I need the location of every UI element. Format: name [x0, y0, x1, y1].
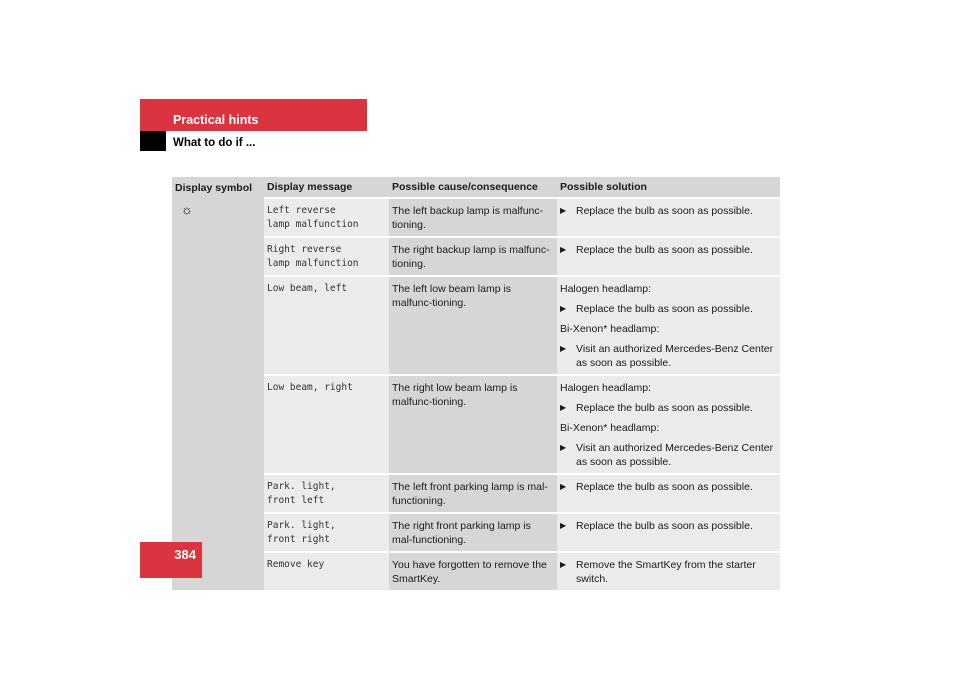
solution-step — [560, 519, 777, 533]
page-subtitle: What to do if ... — [173, 137, 256, 149]
cause-cell: The left low beam lamp is malfunc-tioning. — [389, 276, 557, 375]
arrow-bullet-icon: ▶ — [560, 245, 567, 254]
solution-heading: Halogen headlamp: — [560, 283, 652, 295]
arrow-bullet-icon: ▶ — [560, 403, 567, 412]
display-message-cell — [264, 474, 389, 513]
solution-cell — [557, 474, 780, 513]
solution-step-text: Replace the bulb as soon as possible. — [576, 481, 753, 493]
solution-cell — [557, 513, 780, 552]
arrow-bullet-icon: ▶ — [560, 482, 567, 491]
solution-step — [560, 441, 777, 469]
solution-step-text: Replace the bulb as soon as possible. — [576, 520, 753, 532]
cause-cell: The left backup lamp is malfunc-tioning. — [389, 198, 557, 237]
arrow-bullet-icon: ▶ — [560, 443, 567, 452]
display-message-cell — [264, 552, 389, 590]
arrow-bullet-icon: ▶ — [560, 206, 567, 215]
solution-step-text: Replace the bulb as soon as possible. — [576, 402, 753, 414]
section-title: Practical hints — [173, 113, 259, 127]
solution-step-text: Replace the bulb as soon as possible. — [576, 244, 753, 256]
display-message-line: front left — [267, 495, 325, 506]
table-header-row — [172, 177, 780, 198]
section-header-bar — [140, 99, 367, 131]
arrow-bullet-icon: ▶ — [560, 304, 567, 313]
table-row — [172, 513, 780, 552]
cause-cell: The right backup lamp is malfunc-tioning. — [389, 237, 557, 276]
solution-step-text: Replace the bulb as soon as possible. — [576, 303, 753, 315]
table-row — [172, 375, 780, 474]
column-header: Possible cause/consequence — [389, 177, 557, 198]
display-message-cell — [264, 276, 389, 375]
arrow-bullet-icon: ▶ — [560, 521, 567, 530]
arrow-bullet-icon: ▶ — [560, 344, 567, 353]
cause-cell: The right front parking lamp is mal-functioning. — [389, 513, 557, 552]
column-header: Possible solution — [557, 177, 780, 198]
solution-cell — [557, 552, 780, 590]
display-message-cell — [264, 375, 389, 474]
display-message-table — [172, 177, 780, 590]
solution-heading: Bi-Xenon* headlamp: — [560, 323, 660, 335]
table-row — [172, 474, 780, 513]
display-message-line: lamp malfunction — [267, 258, 359, 269]
cause-cell: You have forgotten to remove the SmartKey. — [389, 552, 557, 590]
solution-step — [560, 204, 777, 218]
solution-step-text: Replace the bulb as soon as possible. — [576, 205, 753, 217]
solution-step — [560, 558, 777, 586]
display-message-line: Park. light, — [267, 481, 336, 492]
cause-cell: The right low beam lamp is malfunc-tioning. — [389, 375, 557, 474]
solution-step — [560, 243, 777, 257]
solution-step — [560, 342, 777, 370]
solution-heading: Bi-Xenon* headlamp: — [560, 422, 660, 434]
solution-step — [560, 302, 777, 316]
display-symbol-cell — [172, 198, 264, 590]
solution-cell — [557, 237, 780, 276]
solution-step-text: Remove the SmartKey from the starter switch. — [576, 559, 756, 585]
display-message-line: Park. light, — [267, 520, 336, 531]
solution-cell — [557, 198, 780, 237]
column-header: Display message — [264, 177, 389, 198]
solution-cell — [557, 276, 780, 375]
display-message-line: Remove key — [267, 559, 325, 570]
page-number-box — [140, 542, 202, 578]
solution-cell — [557, 375, 780, 474]
table-row — [172, 552, 780, 590]
display-message-line: Low beam, right — [267, 382, 353, 393]
table-row — [172, 276, 780, 375]
display-message-cell — [264, 513, 389, 552]
column-header: Display symbol — [172, 177, 264, 198]
table-row — [172, 237, 780, 276]
display-message-line: front right — [267, 534, 330, 545]
solution-step-text: Visit an authorized Mercedes-Benz Center as soon as possible. — [576, 442, 774, 468]
display-message-cell — [264, 198, 389, 237]
cause-cell: The left front parking lamp is mal-functioning. — [389, 474, 557, 513]
solution-step — [560, 401, 777, 415]
solution-step-text: Visit an authorized Mercedes-Benz Center as soon as possible. — [576, 343, 774, 369]
display-message-line: Low beam, left — [267, 283, 348, 294]
display-message-line: Right reverse — [267, 244, 342, 255]
solution-heading: Halogen headlamp: — [560, 382, 652, 394]
section-tab-marker — [140, 131, 166, 151]
lamp-icon: ☼ — [181, 202, 193, 217]
arrow-bullet-icon: ▶ — [560, 560, 567, 569]
display-message-cell — [264, 237, 389, 276]
solution-step — [560, 480, 777, 494]
display-message-line: Left reverse — [267, 205, 336, 216]
display-message-line: lamp malfunction — [267, 219, 359, 230]
table-row — [172, 198, 780, 237]
page-number: 384 — [174, 547, 196, 562]
